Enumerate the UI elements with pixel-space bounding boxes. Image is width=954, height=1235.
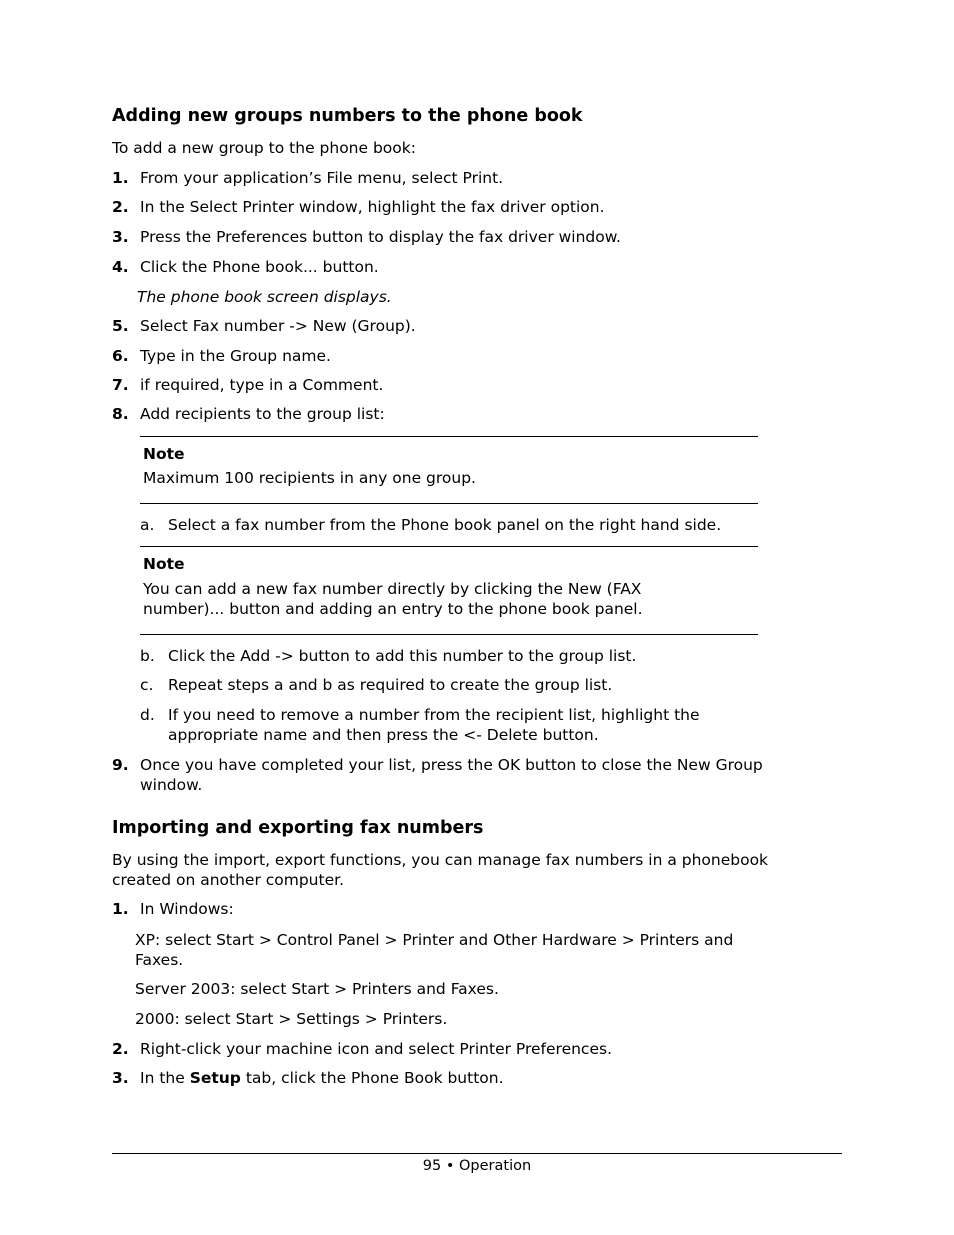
step-text: Press the Preferences button to display the fax driver window. <box>140 228 621 246</box>
substep-letter: b. <box>140 647 155 665</box>
step-number: 1. <box>112 900 129 918</box>
list-item <box>112 198 605 216</box>
list-item <box>112 1040 612 1058</box>
step-text: Right-click your machine icon and select Printer Preferences. <box>140 1040 612 1058</box>
list-item <box>112 317 416 335</box>
substep-text-line: appropriate name and then press the <- Delete button. <box>168 726 599 744</box>
step-number: 4. <box>112 258 129 276</box>
step-number: 2. <box>112 1040 129 1058</box>
list-item <box>112 900 234 918</box>
substep-text: Click the Add -> button to add this number to the group list. <box>168 647 637 665</box>
note-title: Note <box>143 445 185 463</box>
step-text: Add recipients to the group list: <box>140 405 385 423</box>
list-item <box>112 405 385 423</box>
step-text: Type in the Group name. <box>140 347 331 365</box>
list-item <box>140 676 612 694</box>
substep-text: Repeat steps a and b as required to create the group list. <box>168 676 613 694</box>
note-text: Maximum 100 recipients in any one group. <box>143 469 476 487</box>
step-number: 9. <box>112 756 129 774</box>
section-heading-import-export: Importing and exporting fax numbers <box>112 818 484 838</box>
os-instruction-line: XP: select Start > Control Panel > Printer and Other Hardware > Printers and <box>135 931 734 949</box>
substep-letter: d. <box>140 706 155 724</box>
step-text-after: tab, click the Phone Book button. <box>240 1069 504 1087</box>
step-text: From your application’s File menu, select Print. <box>140 169 504 187</box>
footer-rule <box>112 1153 842 1154</box>
step-result: The phone book screen displays. <box>137 288 392 306</box>
step-number: 7. <box>112 376 129 394</box>
section-intro-line: created on another computer. <box>112 871 345 889</box>
note-text-line: You can add a new fax number directly by clicking the New (FAX <box>143 580 642 598</box>
os-instruction-line: Server 2003: select Start > Printers and Faxes. <box>135 980 499 998</box>
section-heading-adding-groups: Adding new groups numbers to the phone book <box>112 106 583 126</box>
step-text: Select Fax number -> New (Group). <box>140 317 416 335</box>
list-item <box>112 169 503 187</box>
step-text: In Windows: <box>140 900 234 918</box>
step-text-line: Once you have completed your list, press the OK button to close the New Group <box>140 756 763 774</box>
substep-letter: c. <box>140 676 154 694</box>
step-text-before: In the <box>140 1069 190 1087</box>
note-top-rule <box>140 546 758 547</box>
substep-text: Select a fax number from the Phone book panel on the right hand side. <box>168 516 722 534</box>
section-intro: To add a new group to the phone book: <box>112 139 416 157</box>
note-text-line: number)... button and adding an entry to the phone book panel. <box>143 600 643 618</box>
step-number: 5. <box>112 317 129 335</box>
list-item <box>140 647 636 665</box>
substep-text-line: If you need to remove a number from the recipient list, highlight the <box>168 706 700 724</box>
note-bottom-rule <box>140 503 758 504</box>
substep-letter: a. <box>140 516 155 534</box>
step-text: In the Select Printer window, highlight the fax driver option. <box>140 198 605 216</box>
list-item <box>140 516 721 534</box>
step-text: if required, type in a Comment. <box>140 376 384 394</box>
list-item <box>112 347 331 365</box>
note-bottom-rule <box>140 634 758 635</box>
step-number: 3. <box>112 1069 129 1087</box>
step-number: 8. <box>112 405 129 423</box>
step-number: 3. <box>112 228 129 246</box>
list-item <box>112 228 621 246</box>
step-number: 6. <box>112 347 129 365</box>
list-item <box>112 756 763 774</box>
list-item <box>112 1069 504 1087</box>
list-item <box>140 706 700 724</box>
step-text-line: window. <box>140 776 203 794</box>
page-footer: 95 • Operation <box>422 1158 532 1174</box>
document-page <box>112 0 842 1235</box>
step-number: 2. <box>112 198 129 216</box>
os-instruction-line: 2000: select Start > Settings > Printers. <box>135 1010 448 1028</box>
list-item <box>112 258 379 276</box>
step-text-bold: Setup <box>189 1069 241 1087</box>
step-number: 1. <box>112 169 129 187</box>
step-text: Click the Phone book... button. <box>140 258 379 276</box>
os-instruction-line: Faxes. <box>135 951 184 969</box>
list-item <box>112 376 383 394</box>
section-intro-line: By using the import, export functions, you can manage fax numbers in a phonebook <box>112 851 769 869</box>
note-title: Note <box>143 555 185 573</box>
note-top-rule <box>140 436 758 437</box>
